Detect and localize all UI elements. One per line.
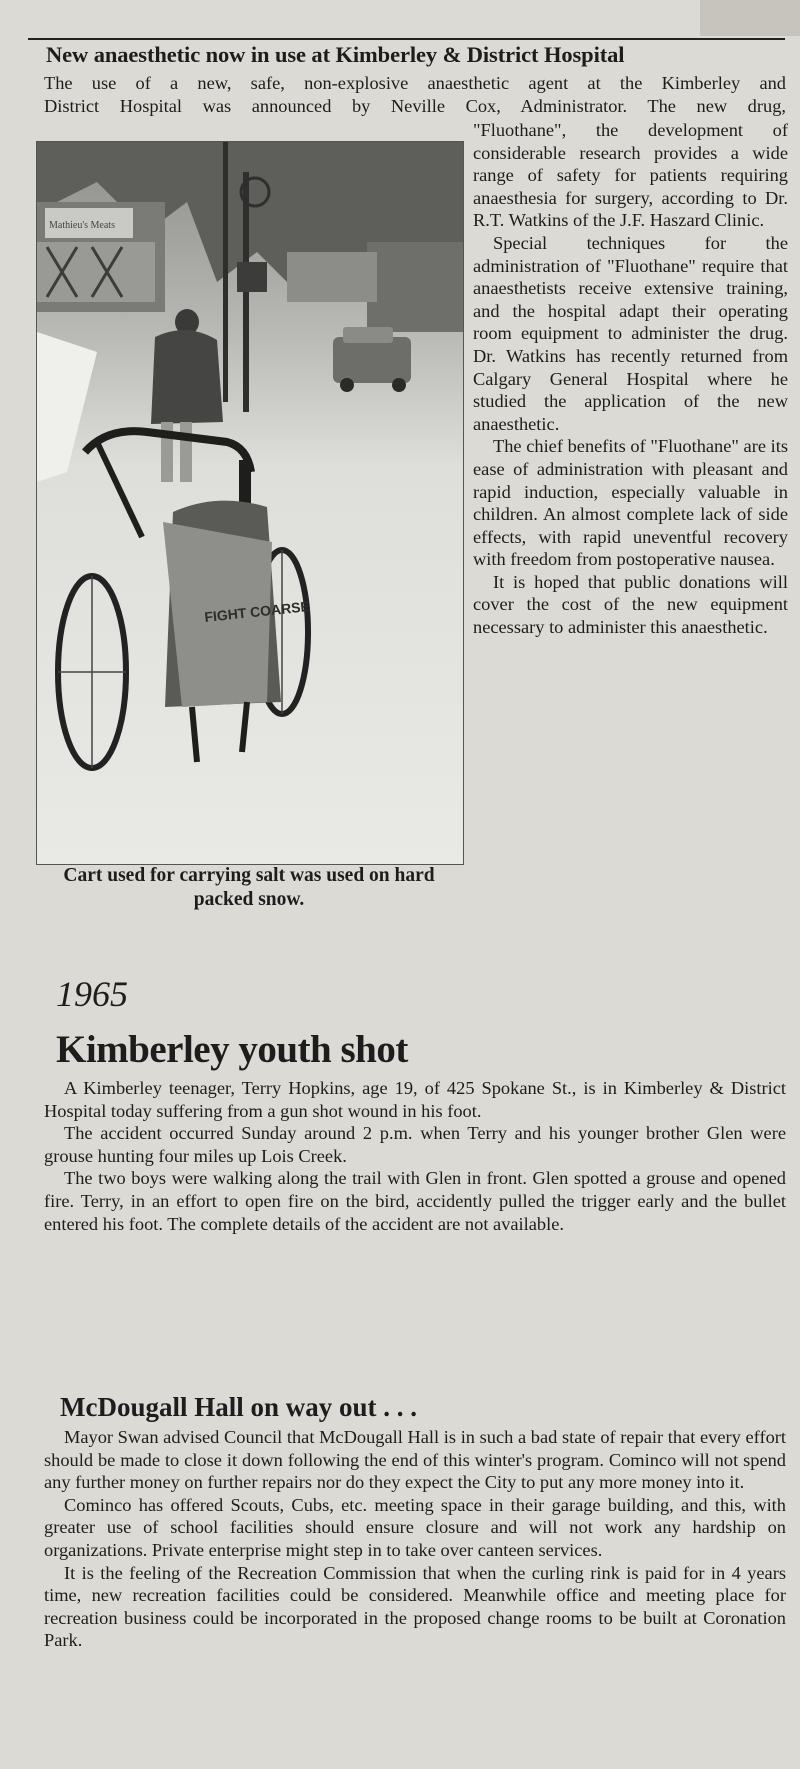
anaesthetic-headline: New anaesthetic now in use at Kimberley & District Hospital bbox=[46, 42, 625, 67]
body-paragraph: Special techniques for the administration of "Fluothane" require that anaesthetists receive extensive training, and the hospital adapt their operating room equipment to administer the drug. Dr. Watkins has recently returned from Calgary General Hospital where he studied the application of the new anaesthetic. bbox=[473, 232, 788, 434]
body-paragraph: It is hoped that public donations will cover the cost of the new equipment necessary to administer this anaesthetic. bbox=[473, 571, 788, 638]
section-year: 1965 bbox=[56, 974, 128, 1014]
body-paragraph: Cominco has offered Scouts, Cubs, etc. meeting space in their garage building, and this, with greater use of school facilities should ensure closure and will not work any hardship on organizations. Private enterprise might step in to take over canteen services. bbox=[44, 1494, 786, 1560]
body-paragraph: Mayor Swan advised Council that McDougall Hall is in such a bad state of repair that every effort should be made to close it down following the end of this winter's program. Cominco will not spend any further money on further repairs nor do they expect the City to put any more money into it. bbox=[44, 1427, 786, 1493]
photo-illustration bbox=[37, 142, 463, 864]
bag-text: FIGHT COARSE bbox=[203, 598, 311, 625]
youth-shot-body bbox=[44, 1077, 786, 1235]
mcdougall-hall-headline: McDougall Hall on way out . . . bbox=[60, 1392, 418, 1422]
youth-shot-headline: Kimberley youth shot bbox=[56, 1028, 408, 1071]
page-edge-shadow bbox=[700, 0, 800, 36]
body-paragraph: The chief benefits of "Fluothane" are its ease of administration with pleasant and rapid induction, especially valuable in children. An almost complete lack of side effects, with rapid uneventful recovery with freedom from postoperative nausea. bbox=[473, 436, 788, 570]
mcdougall-hall-body bbox=[44, 1426, 786, 1652]
anaesthetic-body bbox=[473, 119, 788, 639]
lead-line: The use of a new, safe, non-explosive anaesthetic agent at the Kimberley and bbox=[44, 73, 786, 93]
lead-line: District Hospital was announced by Neville Cox, Administrator. The new drug, bbox=[44, 95, 786, 116]
body-paragraph: It is the feeling of the Recreation Commission that when the curling rink is paid for in 4 years time, new recreation facilities could be considered. Meanwhile office and meeting place for recreation business could be incorporated in the proposed change rooms to be built at Coronation Park. bbox=[44, 1562, 786, 1651]
body-paragraph: The accident occurred Sunday around 2 p.m. when Terry and his younger brother Glen were grouse hunting four miles up Lois Creek. bbox=[44, 1123, 786, 1166]
salt-cart-photo bbox=[36, 141, 464, 865]
body-paragraph: "Fluothane", the development of considerable research provides a wide range of safety for patients requiring anaesthesia for surgery, according to Dr. R.T. Watkins of the J.F. Haszard Clinic. bbox=[473, 120, 788, 231]
store-sign-text: Mathieu's Meats bbox=[49, 220, 115, 231]
photo-caption: Cart used for carrying salt was used on hard packed snow. bbox=[63, 865, 435, 910]
body-paragraph: The two boys were walking along the trail with Glen in front. Glen spotted a grouse and opened fire. Terry, in an effort to open fire on the bird, accidently pulled the trigger early and the bullet entered his foot. The complete details of the accident are not available. bbox=[44, 1168, 786, 1234]
anaesthetic-lead bbox=[44, 72, 786, 117]
top-rule bbox=[28, 38, 785, 40]
body-paragraph: A Kimberley teenager, Terry Hopkins, age 19, of 425 Spokane St., is in Kimberley & District Hospital today suffering from a gun shot wound in his foot. bbox=[44, 1078, 786, 1121]
